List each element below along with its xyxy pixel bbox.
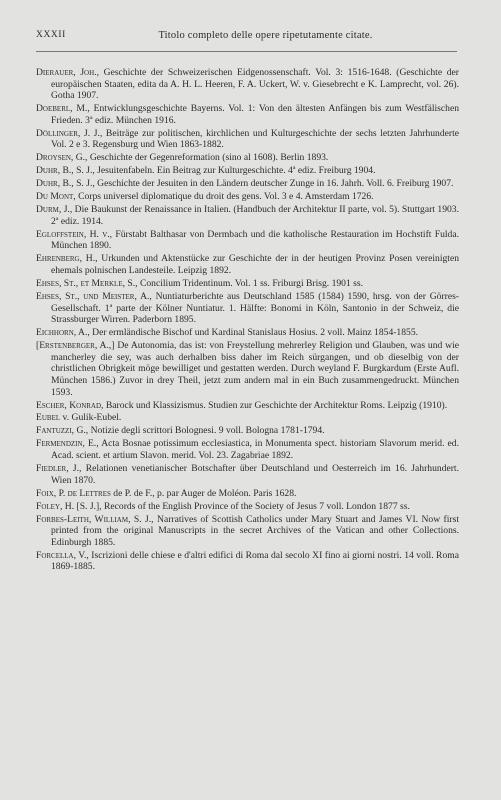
entry-text: Concilium Tridentinum. Vol. 1 ss. Friburgi Brisg. 1901 ss.: [137, 278, 364, 289]
entry-text: v. Gulik-Eubel.: [60, 412, 122, 424]
entry-text: Geschichte der Schweizerischen Eidgenossenschaft. Vol. 3: 1516-1648. (Geschichte der europäischen Staaten, edita da A. H. L. Heeren, F. A. Uckert, W. v. Giesebrecht e K. Lamprecht, vol. 26). Gotha 1907.: [51, 67, 459, 102]
bibliography-entry: [36, 340, 459, 398]
entry-author: Ehses, St., et Merkle, S.,: [36, 278, 138, 289]
entry-text: Narratives of Scottish Catholics under Mary Stuart and James VI. Now first printed from the original Manuscripts in the secret Archives of the Vatican and other Collections. Edinburgh 1885.: [51, 513, 459, 548]
bibliography-entry: [36, 178, 459, 190]
bibliography-entry: [36, 291, 459, 326]
bibliography-entry: [36, 488, 459, 500]
entry-author: Droysen, G.,: [36, 152, 88, 164]
bibliography-entry: [36, 501, 459, 513]
entry-text: Geschichte der Gegenreformation (sino al 1608). Berlin 1893.: [87, 152, 329, 164]
entry-author: Doeberl, M.,: [36, 103, 90, 115]
bibliography-entry: [36, 514, 459, 549]
entry-author: Fermendzin, E.,: [36, 438, 99, 450]
bibliography-entry: [36, 412, 459, 424]
entry-text: Jesuitenfabeln. Ein Beitrag zur Kulturgeschichte. 4ª ediz. Freiburg 1904.: [94, 165, 376, 177]
entry-text: Fürstabt Balthasar von Dermbach und die katholische Restauration im Hochstift Fulda. München 1890.: [51, 228, 460, 252]
entry-author: Döllinger, J. J.,: [36, 127, 103, 139]
entry-author: Dierauer, Joh.,: [36, 67, 99, 78]
entry-author: Eichhorn, A.,: [36, 327, 90, 339]
bibliography-entry: [36, 463, 459, 486]
bibliography-entry: [36, 152, 459, 164]
entry-author: Foley, H. [S. J.],: [36, 500, 102, 512]
bibliography-entry: [36, 327, 459, 339]
entry-author: Forbes-Leith, William, S. J.,: [36, 513, 154, 525]
entry-author: Fantuzzi, G.,: [36, 425, 89, 437]
entry-text: de P. de F., p. par Auger de Moléon. Paris 1628.: [110, 487, 297, 499]
page-number: XXXII: [36, 30, 66, 40]
bibliography-entry: [36, 400, 459, 412]
entry-text: Beiträge zur politischen, kirchlichen und Kulturgeschichte der sechs letzten Jahrhunderte Vol. 2 e 3. Regensburg und Wien 1863-1882.: [51, 127, 460, 151]
entry-text: Corps universel diplomatique du droit des gens. Vol. 3 e 4. Amsterdam 1726.: [75, 191, 374, 203]
entry-author: Du Mont,: [36, 191, 76, 203]
entry-author: Duhr, B., S. J.,: [36, 178, 95, 190]
entry-author: Egloffstein, H. v.,: [36, 228, 113, 240]
bibliography-entry: [36, 278, 459, 290]
bibliography-entry: [36, 438, 459, 461]
entry-author: Escher, Konrad,: [36, 399, 104, 411]
entry-text: Iscrizioni delle chiese e d'altri edifici di Roma dal secolo XI fino ai giorni nostri. 14 voll. Roma 1869-1885.: [51, 549, 459, 573]
entry-author: Forcella, V.,: [36, 549, 89, 561]
bibliography-entry: [36, 204, 459, 227]
entry-text: Barock und Klassizismus. Studien zur Geschichte der Architektur Roms. Leipzig (1910).: [103, 399, 448, 411]
bibliography-entry: [36, 191, 459, 203]
entry-text: Geschichte der Jesuiten in den Ländern deutscher Zunge in 16. Jahrh. Voll. 6. Freiburg 1907.: [94, 178, 454, 190]
running-head: [36, 30, 457, 44]
entry-text: Der ermländische Bischof und Kardinal Stanislaus Hosius. 2 voll. Mainz 1854-1855.: [89, 327, 419, 339]
entry-author: Fiedler, J.,: [36, 463, 82, 475]
bibliography-entry: [36, 165, 459, 177]
entry-author: Durm, J.,: [36, 204, 73, 216]
entry-author: Ehses, St., und Meister, A.,: [36, 290, 152, 302]
bibliography-entry: [36, 229, 459, 252]
bibliography-entry: [36, 253, 459, 276]
entry-text: Urkunden und Aktenstücke zur Geschichte der in der heutigen Provinz Posen vereinigten ehemals polnischen Landesteile. Leipzig 1892.: [51, 253, 460, 277]
entry-text: Acta Bosnae potissimum ecclesiastica, in Monumenta spect. historiam Slavorum merid. ed. Acad. scient. et artium Slavon. merid. Vol. 23. Zagabriae 1892.: [51, 438, 459, 462]
bibliography-entry: [36, 425, 459, 437]
header-rule: [36, 51, 457, 52]
entry-text: Entwicklungsgeschichte Bayerns. Vol. 1: Von den ältesten Anfängen bis zum Westfälischen Frieden. 3ª ediz. München 1916.: [51, 103, 460, 126]
entry-author: [Erstenberger, A.,]: [36, 340, 115, 352]
entry-text: Relationen venetianischer Botschafter über Deutschland und Oesterreich im 16. Jahrhundert. Wien 1870.: [51, 463, 459, 486]
bibliography-entry: [36, 67, 459, 102]
entry-text: Notizie degli scrittori Bolognesi. 9 voll. Bologna 1781-1794.: [88, 425, 325, 437]
bibliography-entry: [36, 103, 459, 126]
entry-text: Nuntiaturberichte aus Deutschland 1585 (1584) 1590, hrsg. von der Görres-Gesellschaft. 1ª parte der Kölner Nuntiatur. 1. Hälfte: Bonomi in Köln, Santonio in der Schweiz, die Strassburger Wirren. Paderborn 1895.: [51, 290, 460, 326]
entry-author: Eubel: [36, 412, 61, 424]
entry-text: De Autonomia, das ist: von Freystellung mehrerley Religion und Glauben, was und wie mancherley die sey, was auch derhalben biss daher im Reich sürgangen, und ob dieselbig von der christlichen Obrigkeit möge bewilliget und gestatten werden. Durch weyland F. Burgkardum (Erste Aufl. München 1586.) Zuvor in drey Theil, jetzt zum andern mal in ein Buch zusammengedruckt. München 1593.: [51, 340, 459, 398]
entry-text: Records of the English Province of the Society of Jesus 7 voll. London 1877 ss.: [101, 500, 410, 512]
entry-author: Duhr, B., S. J.,: [36, 165, 95, 177]
bibliography-entry: [36, 550, 459, 573]
entry-author: Foix, P. de Lettres: [36, 487, 111, 499]
entry-author: Ehrenberg, H.,: [36, 253, 98, 265]
bibliography-list: [36, 67, 459, 574]
bibliography-entry: [36, 128, 459, 151]
entry-text: Die Baukunst der Renaissance in Italien. (Handbuch der Architektur II parte, vol. 5). Stuttgart 1903. 2ª ediz. 1914.: [51, 204, 459, 227]
page-title: Titolo completo delle opere ripetutamente citate.: [158, 30, 373, 41]
